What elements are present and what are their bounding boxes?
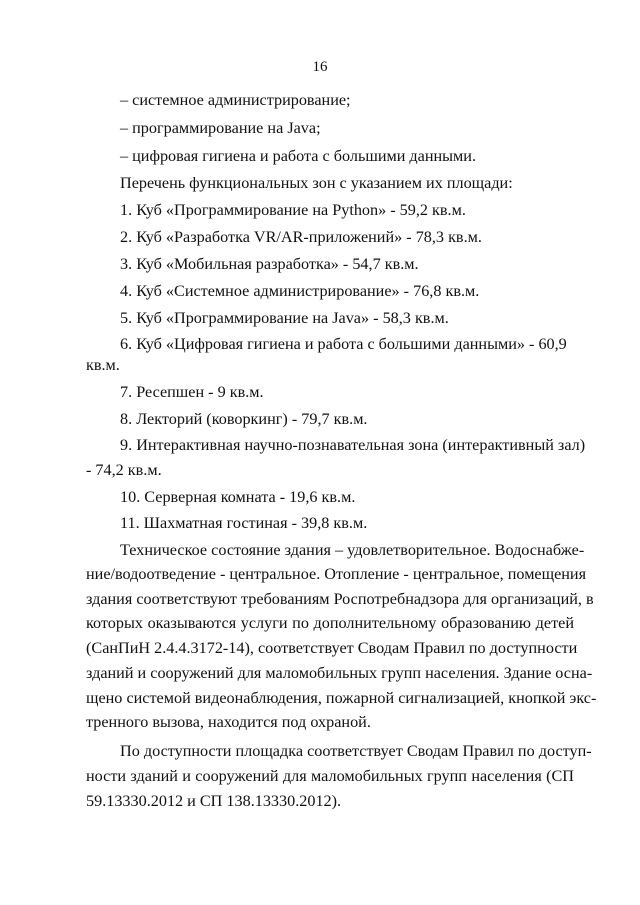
list-item: 9. Интерактивная научно-познавательная зона (интерактивный зал) bbox=[120, 436, 586, 454]
list-item-continuation: кв.м. bbox=[86, 356, 120, 374]
paragraph-line: 59.13330.2012 и СП 138.13330.2012). bbox=[86, 792, 342, 810]
list-item: 7. Ресепшен - 9 кв.м. bbox=[120, 383, 264, 401]
list-item: 3. Куб «Мобильная разработка» - 54,7 кв.м. bbox=[120, 255, 419, 273]
list-item: 6. Куб «Цифровая гигиена и работа с большими данными» - 60,9 bbox=[120, 335, 567, 353]
zones-intro: Перечень функциональных зон с указанием их площади: bbox=[120, 174, 513, 192]
list-item: 10. Серверная комната - 19,6 кв.м. bbox=[120, 488, 356, 506]
list-item-continuation: - 74,2 кв.м. bbox=[86, 461, 162, 479]
paragraph-line: тренного вызова, находится под охраной. bbox=[86, 713, 371, 731]
list-item: 11. Шахматная гостиная - 39,8 кв.м. bbox=[120, 514, 368, 532]
list-item: 2. Куб «Разработка VR/AR-приложений» - 78,3 кв.м. bbox=[120, 228, 482, 246]
list-item: 5. Куб «Программирование на Java» - 58,3 кв.м. bbox=[120, 309, 449, 327]
paragraph-line: Техническое состояние здания – удовлетворительное. Водоснабже- bbox=[120, 541, 585, 559]
list-item: – программирование на Java; bbox=[120, 119, 321, 137]
paragraph-line: По доступности площадка соответствует Сводам Правил по доступ- bbox=[120, 742, 592, 760]
paragraph-line: ние/водоотведение - центральное. Отопление - центральное, помещения bbox=[86, 565, 587, 583]
list-item: – цифровая гигиена и работа с большими данными. bbox=[120, 147, 477, 165]
paragraph-line: здания соответствуют требованиям Роспотребнадзора для организаций, в bbox=[86, 590, 594, 608]
paragraph-line: зданий и сооружений для маломобильных групп населения. Здание осна- bbox=[86, 664, 593, 682]
paragraph-line: которых оказываются услуги по дополнительному образованию детей bbox=[86, 614, 574, 632]
list-item: 8. Лекторий (коворкинг) - 79,7 кв.м. bbox=[120, 410, 368, 428]
paragraph-line: (СанПиН 2.4.4.3172-14), соответствует Сводам Правил по доступности bbox=[86, 639, 578, 657]
page-number: 16 bbox=[312, 59, 328, 75]
paragraph-line: ности зданий и сооружений для маломобильных групп населения (СП bbox=[86, 767, 574, 785]
list-item: 4. Куб «Системное администрирование» - 76,8 кв.м. bbox=[120, 282, 480, 300]
list-item: – системное администрирование; bbox=[120, 91, 351, 109]
paragraph-line: щено системой видеонаблюдения, пожарной сигнализацией, кнопкой экс- bbox=[86, 689, 597, 707]
list-item: 1. Куб «Программирование на Python» - 59,2 кв.м. bbox=[120, 201, 466, 219]
